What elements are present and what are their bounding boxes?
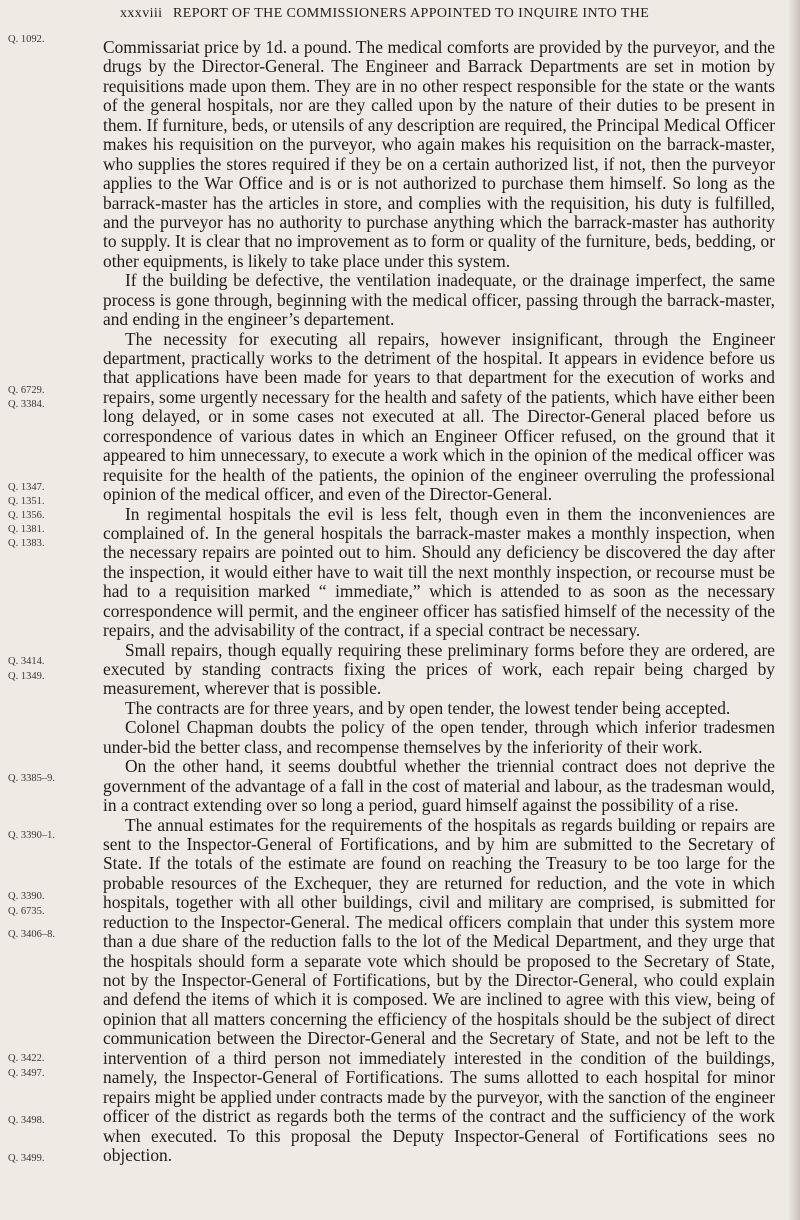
paragraph: Colonel Chapman doubts the policy of the open tender, through which inferior tradesmen under-bid the better class, and recompense themselves by the inferiority of their work. [103,717,775,757]
paragraph: The annual estimates for the requirements of the hospitals as regards building or repairs are sent to the Inspector-General of Fortifications, and by him are submitted to the Secretary of State. If the totals of the estimate are found on reaching the Treasury to be too large for the probable resources of the Exchequer, they are returned for reduction, and the vote in which hospitals, together with all other buildings, civil and military are comprised, is submitted for reduction to the Inspector-General. The medical officers complain that under this system more than a due share of the reduction falls to the lot of the Medical Department, and they urge that the hospitals should form a separate vote which should be proposed to the Secretary of State, not by the Inspector-General of Fortifications, but by the Director-General, who could explain and defend the items of which it is composed. We are inclined to agree with this view, being of opinion that all matters concerning the efficiency of the hospitals should be the subject of direct communication between the Director-General and the Secretary of State, and not be left to the intervention of a third person not immediately interested in the condition of the buildings, namely, the Inspector-General of Fortifications. The sums allotted to each hospital for minor repairs might be applied under contracts made by the purveyor, with the sanction of the engineer officer of the district as regards both the terms of the contract and the sufficiency of the work when executed. To this proposal the Deputy Inspector-General of Fortifications sees no objection. [103,814,775,1165]
margin-ref: Q. 3422. [8,1053,45,1064]
margin-ref: Q. 1347. [8,482,45,493]
paragraph: Small repairs, though equally requiring these preliminary forms before they are ordered, are executed by standing contracts fixing the prices of work, each repair being charged by measurement, wherever that is possible. [103,639,775,699]
paragraph: If the building be defective, the ventilation inadequate, or the drainage imperfect, the same process is gone through, beginning with the medical officer, passing through the barrack-master, and ending in the engineer’s departement. [103,270,775,330]
body-text [103,38,775,1165]
margin-ref: Q. 6735. [8,906,45,917]
margin-ref: Q. 3384. [8,399,45,410]
margin-ref: Q. 3499. [8,1153,45,1164]
margin-ref: Q. 3498. [8,1115,45,1126]
margin-ref: Q. 3406–8. [8,929,55,940]
paragraph: On the other hand, it seems doubtful whether the triennial contract does not deprive the government of the advantage of a fall in the cost of material and labour, as the tradesman would, in a contract extending over so long a period, guard himself against the possibility of a rise. [103,756,775,816]
margin-ref: Q. 3414. [8,656,45,667]
margin-ref: Q. 1381. [8,524,45,535]
margin-ref: Q. 1351. [8,496,45,507]
margin-ref: Q. 1356. [8,510,45,521]
paragraph: In regimental hospitals the evil is less felt, though even in them the inconveniences are complained of. In the general hospitals the barrack-master makes a monthly inspection, when the necessary repairs are pointed out to him. Should any deficiency be discovered the day after the inspection, it would either have to wait till the next monthly inspection, or recourse must be had to a requisition marked “ immediate,” which is attended to as soon as the necessary correspondence will permit, and the engineer officer has satisfied himself of the necessity of the repairs, and the advisability of the contract, if a special contract be necessary. [103,503,775,641]
page-number: xxxviii [120,6,163,21]
margin-ref: Q. 3390–1. [8,830,55,841]
margin-ref: Q. 3390. [8,891,45,902]
running-title: REPORT OF THE COMMISSIONERS APPOINTED TO INQUIRE INTO THE [173,6,650,21]
page-edge [788,0,800,1220]
margin-ref: Q. 3385–9. [8,773,55,784]
paragraph: Commissariat price by 1d. a pound. The medical comforts are provided by the purveyor, and the drugs by the Director-General. The Engineer and Barrack Departments are set in motion by requisitions made upon them. They are in no other respect responsible for the state or the wants of the general hospitals, nor are they called upon by the nature of their duties to be present in them. If furniture, beds, or utensils of any description are required, the Principal Medical Officer makes his requisition on the purveyor, who again makes his requisition on the barrack-master, who supplies the stores required if they be on a certain authorized list, if not, then the purveyor applies to the War Office and is or is not authorized to purchase them himself. So long as the barrack-master has the articles in store, and complies with the requisition, his duty is fulfilled, and the purveyor has no authority to purchase anything which the barrack-master has authority to supply. It is clear that no improvement as to form or quality of the furniture, beds, bedding, or other equipments, is likely to take place under this system. [103,37,775,271]
paragraph: The contracts are for three years, and by open tender, the lowest tender being accepted. [125,697,731,718]
margin-ref: Q. 1349. [8,671,45,682]
margin-ref: Q. 1092. [8,34,45,45]
paragraph: The necessity for executing all repairs, however insignificant, through the Engineer department, practically works to the detriment of the hospital. It appears in evidence before us that applications have been made for years to that department for the execution of works and repairs, some urgently necessary for the health and safety of the patients, which have either been long delayed, or in some cases not executed at all. The Director-General placed before us correspondence of various dates in which an Engineer Officer refused, on the ground that it appeared to him unnecessary, to execute a work which in the opinion of the medical officer was requisite for the health of the patients, the opinion of the engineer overruling the professional opinion of the medical officer, and even of the Director-General. [103,328,775,505]
margin-ref: Q. 6729. [8,385,45,396]
margin-ref: Q. 3497. [8,1068,45,1079]
margin-ref: Q. 1383. [8,538,45,549]
